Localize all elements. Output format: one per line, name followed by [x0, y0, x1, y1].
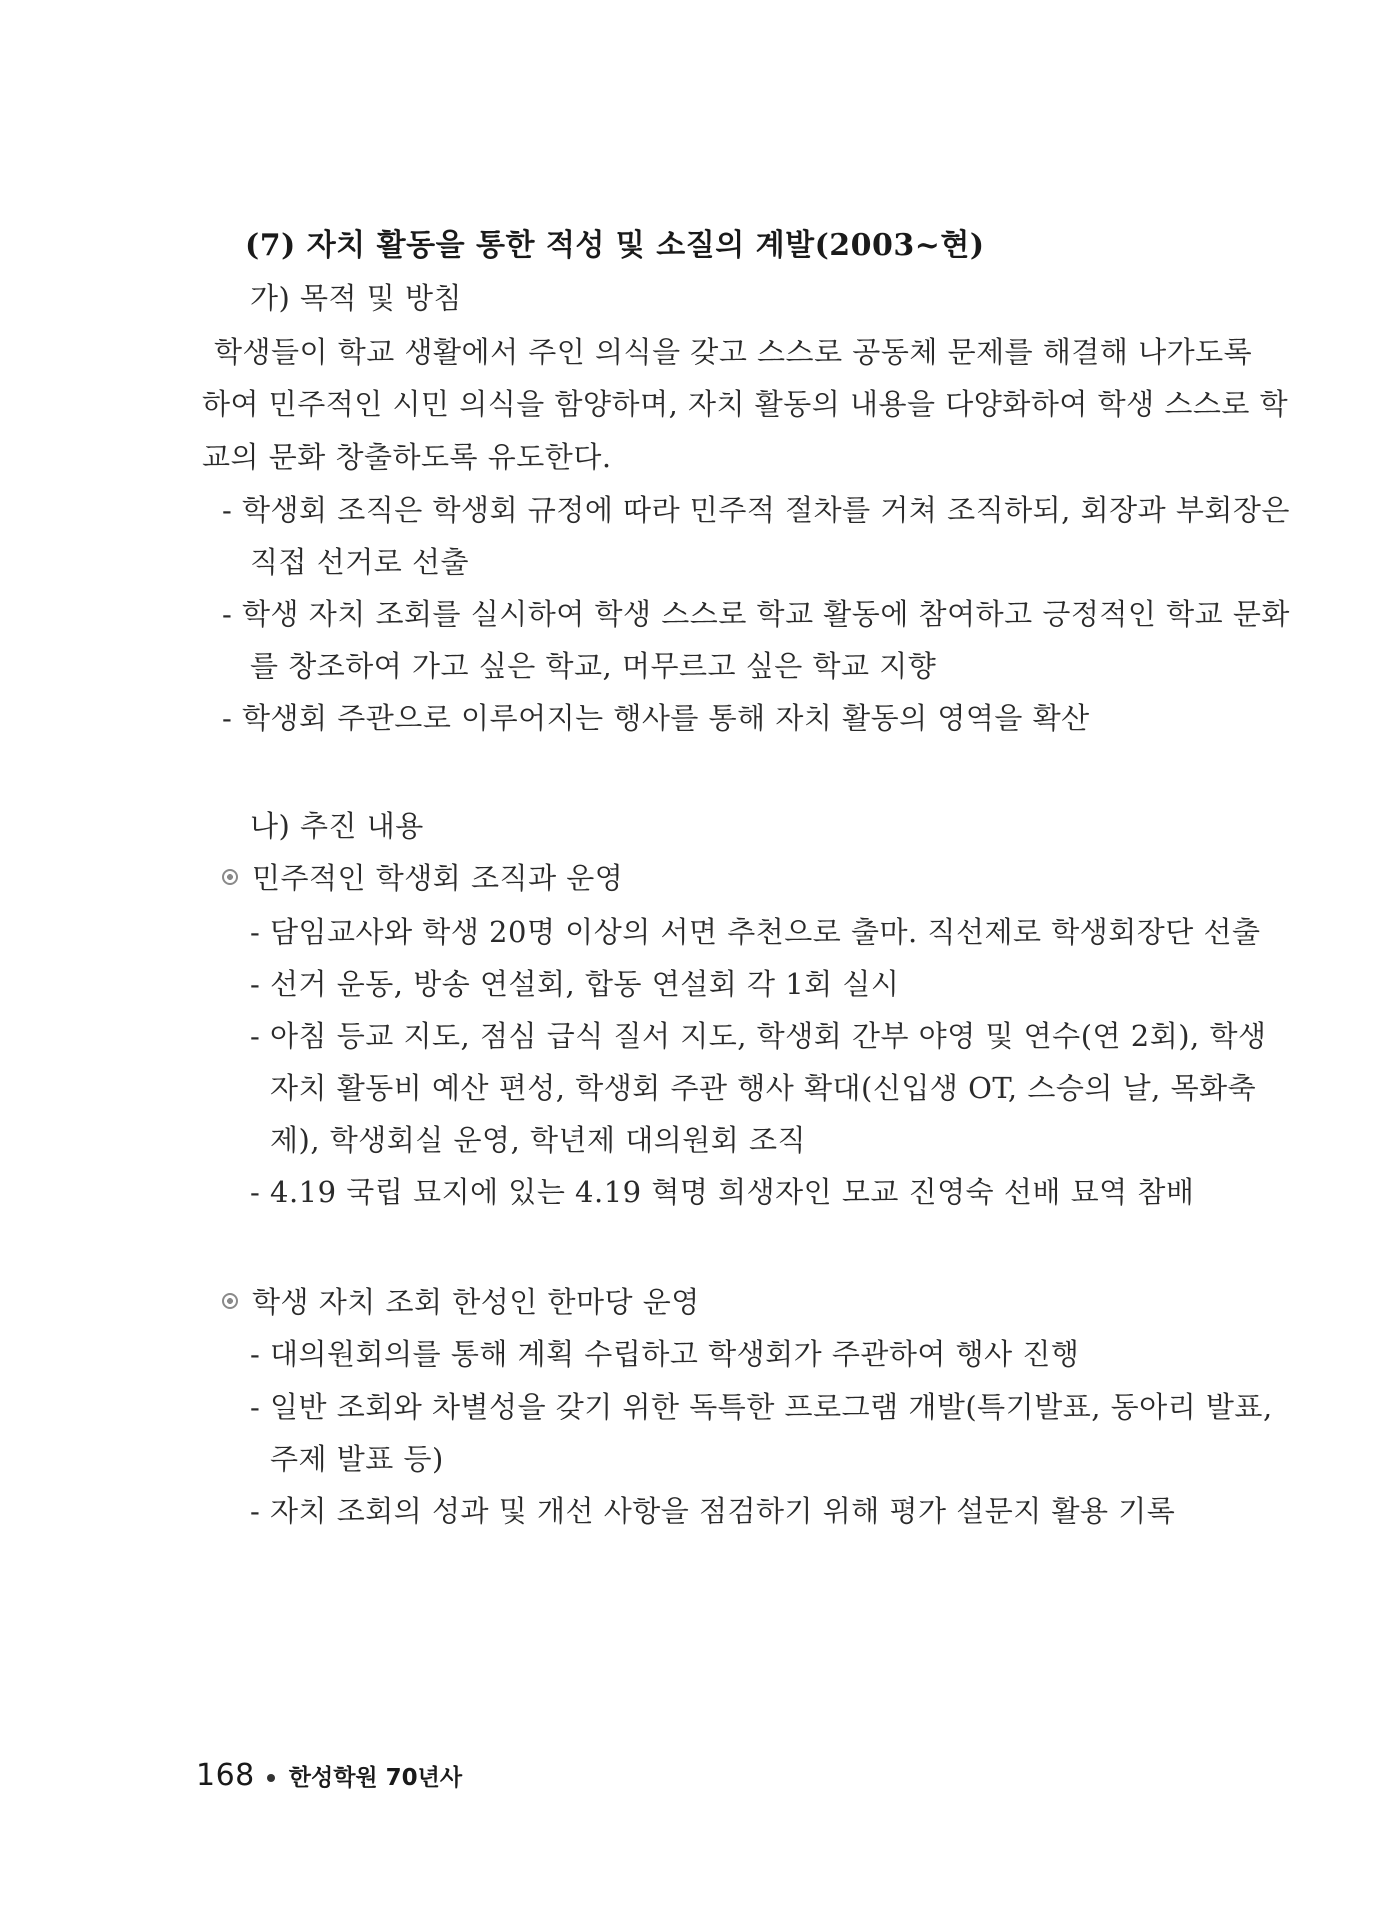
- separator-dot-icon: [267, 1774, 275, 1782]
- list-item-continuation: 를 창조하여 가고 싶은 학교, 머무르고 싶은 학교 지향: [250, 649, 937, 683]
- list-item-continuation: 제), 학생회실 운영, 학년제 대의원회 조직: [270, 1123, 807, 1157]
- list-item: - 대의원회의를 통해 계획 수립하고 학생회가 주관하여 행사 진행: [250, 1337, 1080, 1371]
- subsection-title-purpose: 가) 목적 및 방침: [250, 281, 463, 315]
- page-number: 168: [196, 1758, 255, 1793]
- intro-paragraph-line: 하여 민주적인 시민 의식을 함양하며, 자치 활동의 내용을 다양화하여 학생 스스로 학: [202, 387, 1289, 421]
- book-title: 한성학원 70년사: [288, 1765, 463, 1791]
- subsection-title-content: 나) 추진 내용: [250, 809, 424, 843]
- list-item-continuation: 주제 발표 등): [270, 1442, 444, 1476]
- bullet-icon: [222, 869, 238, 885]
- list-item: - 자치 조회의 성과 및 개선 사항을 점검하기 위해 평가 설문지 활용 기록: [250, 1494, 1176, 1528]
- list-item-continuation: 자치 활동비 예산 편성, 학생회 주관 행사 확대(신입생 OT, 스승의 날, 목화축: [270, 1071, 1257, 1105]
- list-item: - 학생회 조직은 학생회 규정에 따라 민주적 절차를 거쳐 조직하되, 회장과 부회장은: [222, 493, 1290, 527]
- group-title-text: 민주적인 학생회 조직과 운영: [252, 861, 624, 895]
- page-footer: [196, 1758, 462, 1793]
- list-item: - 학생 자치 조회를 실시하여 학생 스스로 학교 활동에 참여하고 긍정적인 학교 문화: [222, 597, 1290, 631]
- section-heading: (7) 자치 활동을 통한 적성 및 소질의 계발(2003~현): [245, 228, 985, 263]
- list-item: - 담임교사와 학생 20명 이상의 서면 추천으로 출마. 직선제로 학생회장단 선출: [250, 915, 1261, 949]
- group-title: [222, 1282, 700, 1322]
- list-item: - 아침 등교 지도, 점심 급식 질서 지도, 학생회 간부 야영 및 연수(연 2회), 학생: [250, 1019, 1267, 1053]
- list-item: - 일반 조회와 차별성을 갖기 위한 독특한 프로그램 개발(특기발표, 동아리 발표,: [250, 1390, 1273, 1424]
- list-item: - 4.19 국립 묘지에 있는 4.19 혁명 희생자인 모교 진영숙 선배 묘역 참배: [250, 1175, 1195, 1209]
- list-item-continuation: 직접 선거로 선출: [250, 545, 470, 579]
- list-item: - 학생회 주관으로 이루어지는 행사를 통해 자치 활동의 영역을 확산: [222, 701, 1090, 735]
- group-title-text: 학생 자치 조회 한성인 한마당 운영: [252, 1285, 700, 1319]
- intro-paragraph-line: 학생들이 학교 생활에서 주인 의식을 갖고 스스로 공동체 문제를 해결해 나가도록: [214, 335, 1253, 369]
- list-item: - 선거 운동, 방송 연설회, 합동 연설회 각 1회 실시: [250, 967, 900, 1001]
- bullet-icon: [222, 1293, 238, 1309]
- group-title: [222, 858, 623, 898]
- intro-paragraph-line: 교의 문화 창출하도록 유도한다.: [202, 440, 612, 474]
